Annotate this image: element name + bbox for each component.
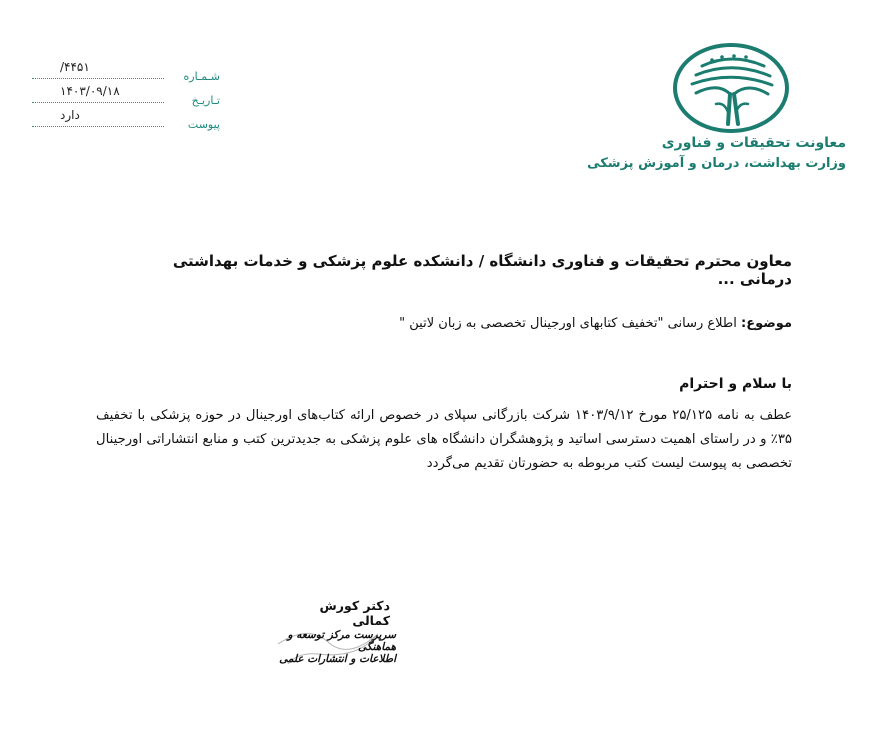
greeting: با سلام و احترام <box>679 376 792 392</box>
letter-date-value: ۱۴۰۳/۰۹/۱۸ <box>60 84 120 98</box>
letter-subject <box>300 316 792 331</box>
letter-attachment-label: پیوست <box>187 118 220 131</box>
subject-label: موضوع: <box>741 316 792 331</box>
letter-date-label: تـاریـخ <box>191 94 220 107</box>
signatory-title-line1: سرپرست مرکز توسعه و هماهنگی <box>287 629 396 653</box>
letter-number-value: /۴۴۵۱ <box>60 60 90 74</box>
date-dotted-line <box>32 102 164 103</box>
organization-name-line2: وزارت بهداشت، درمان و آموزش پزشکی <box>587 156 846 171</box>
recipient-salutation: معاون محترم تحقیقات و فناوری دانشگاه / دانشکده علوم پزشکی و خدمات بهداشتی درمانی ... <box>172 252 792 288</box>
ministry-logo-icon <box>672 42 790 134</box>
number-dotted-line <box>32 78 164 79</box>
letter-body: عطف به نامه ۲۵/۱۲۵ مورخ ۱۴۰۳/۹/۱۲ شرکت بازرگانی سپلای در خصوص ارائه کتاب‌های اورجینال در حوزه پزشکی با تخفیف ۳۵٪ و در راستای اهمیت دسترسی اساتید و پژوهشگران دانشگاه های علوم پزشکی به جدیدترین کتب و منابع انتشاراتی اورجینال تخصصی به پیوست لیست کتب مربوطه به حضورتان تقدیم می‌گردد <box>96 408 792 471</box>
organization-name-line1: معاونت تحقیقات و فناوری <box>661 135 846 151</box>
letter-number-label: شـمـاره <box>183 70 220 83</box>
subject-text: اطلاع رسانی "تخفیف کتابهای اورجینال تخصصی به زبان لاتین " <box>399 316 741 331</box>
attachment-dotted-line <box>32 126 164 127</box>
letter-attachment-value: دارد <box>60 108 80 122</box>
signatory-name: دکتر کورش کمالی <box>319 598 390 628</box>
signatory-title-line2: اطلاعات و انتشارات علمی <box>279 653 396 665</box>
